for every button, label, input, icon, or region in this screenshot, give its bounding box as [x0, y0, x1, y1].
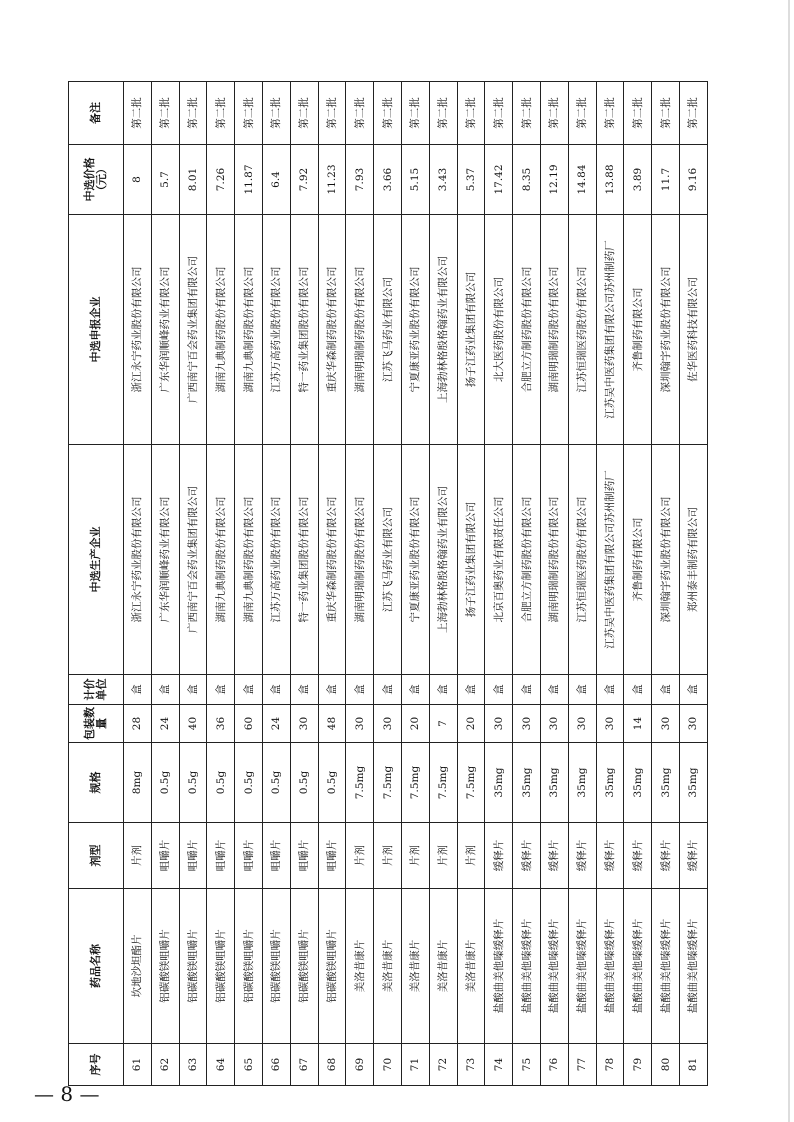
table-row — [401, 82, 429, 1086]
cell-form: 片剂 — [374, 823, 402, 889]
cell-pack: 60 — [235, 705, 263, 743]
cell-note: 第二批 — [568, 82, 596, 145]
cell-note: 第二批 — [429, 82, 457, 145]
cell-pack: 30 — [652, 705, 680, 743]
cell-pack: 30 — [513, 705, 541, 743]
cell-applicant: 湖南明瑞制药股份有限公司 — [540, 215, 568, 445]
cell-name: 盐酸曲美他嗪缓释片 — [624, 889, 652, 1044]
cell-pack: 7 — [429, 705, 457, 743]
cell-pack: 30 — [540, 705, 568, 743]
cell-form: 咀嚼片 — [207, 823, 235, 889]
cell-spec: 8mg — [124, 743, 152, 823]
cell-pack: 24 — [151, 705, 179, 743]
cell-seq: 71 — [401, 1044, 429, 1086]
cell-applicant: 扬子江药业集团有限公司 — [457, 215, 485, 445]
cell-applicant: 特一药业集团股份有限公司 — [290, 215, 318, 445]
table-row — [485, 82, 513, 1086]
scan-edge-line — [788, 0, 790, 1122]
cell-applicant: 佐华医药科技有限公司 — [679, 215, 707, 445]
cell-name: 美洛昔康片 — [429, 889, 457, 1044]
cell-name: 铝碳酸镁咀嚼片 — [318, 889, 346, 1044]
cell-producer: 深圳翰宇药业股份有限公司 — [652, 445, 680, 675]
cell-unit: 盒 — [262, 675, 290, 705]
cell-price: 5.7 — [151, 145, 179, 215]
cell-applicant: 湖南九典制药股份有限公司 — [207, 215, 235, 445]
table-row — [151, 82, 179, 1086]
cell-applicant: 齐鲁制药有限公司 — [624, 215, 652, 445]
cell-name: 美洛昔康片 — [346, 889, 374, 1044]
cell-price: 3.66 — [374, 145, 402, 215]
cell-producer: 特一药业集团股份有限公司 — [290, 445, 318, 675]
cell-unit: 盒 — [429, 675, 457, 705]
table-row — [374, 82, 402, 1086]
cell-name: 盐酸曲美他嗪缓释片 — [652, 889, 680, 1044]
cell-applicant: 浙江永宁药业股份有限公司 — [124, 215, 152, 445]
cell-note: 第二批 — [235, 82, 263, 145]
drug-selection-table — [68, 81, 708, 1086]
table-row — [235, 82, 263, 1086]
cell-note: 第二批 — [457, 82, 485, 145]
table-row — [207, 82, 235, 1086]
cell-seq: 76 — [540, 1044, 568, 1086]
table-row — [596, 82, 624, 1086]
cell-spec: 0.5g — [235, 743, 263, 823]
cell-note: 第二批 — [540, 82, 568, 145]
cell-form: 缓释片 — [624, 823, 652, 889]
cell-seq: 80 — [652, 1044, 680, 1086]
cell-price: 12.19 — [540, 145, 568, 215]
cell-spec: 0.5g — [179, 743, 207, 823]
cell-form: 缓释片 — [596, 823, 624, 889]
cell-price: 7.92 — [290, 145, 318, 215]
cell-name: 铝碳酸镁咀嚼片 — [290, 889, 318, 1044]
cell-unit: 盒 — [290, 675, 318, 705]
cell-seq: 75 — [513, 1044, 541, 1086]
cell-pack: 40 — [179, 705, 207, 743]
header-name: 药品名称 — [69, 889, 124, 1044]
cell-unit: 盒 — [318, 675, 346, 705]
cell-applicant: 北大医药股份有限公司 — [485, 215, 513, 445]
cell-name: 美洛昔康片 — [401, 889, 429, 1044]
cell-note: 第二批 — [124, 82, 152, 145]
cell-applicant: 江苏吴中医药集团有限公司苏州制药厂 — [596, 215, 624, 445]
cell-spec: 0.5g — [207, 743, 235, 823]
cell-spec: 0.5g — [290, 743, 318, 823]
cell-price: 7.93 — [346, 145, 374, 215]
cell-spec: 7.5mg — [374, 743, 402, 823]
cell-seq: 79 — [624, 1044, 652, 1086]
cell-producer: 广东华润顺峰药业有限公司 — [151, 445, 179, 675]
header-pack: 包装数量 — [69, 705, 124, 743]
cell-unit: 盒 — [124, 675, 152, 705]
cell-unit: 盒 — [374, 675, 402, 705]
cell-name: 铝碳酸镁咀嚼片 — [262, 889, 290, 1044]
cell-pack: 36 — [207, 705, 235, 743]
cell-unit: 盒 — [457, 675, 485, 705]
cell-note: 第二批 — [179, 82, 207, 145]
cell-spec: 35mg — [624, 743, 652, 823]
cell-note: 第二批 — [318, 82, 346, 145]
table-row — [540, 82, 568, 1086]
cell-price: 8 — [124, 145, 152, 215]
cell-note: 第二批 — [596, 82, 624, 145]
table-row — [652, 82, 680, 1086]
table-row — [262, 82, 290, 1086]
cell-spec: 35mg — [485, 743, 513, 823]
cell-spec: 7.5mg — [346, 743, 374, 823]
cell-name: 盐酸曲美他嗪缓释片 — [513, 889, 541, 1044]
cell-note: 第二批 — [652, 82, 680, 145]
cell-pack: 30 — [568, 705, 596, 743]
cell-unit: 盒 — [652, 675, 680, 705]
cell-form: 咀嚼片 — [318, 823, 346, 889]
cell-price: 17.42 — [485, 145, 513, 215]
cell-form: 咀嚼片 — [290, 823, 318, 889]
table-row — [290, 82, 318, 1086]
cell-producer: 齐鲁制药有限公司 — [624, 445, 652, 675]
cell-unit: 盒 — [207, 675, 235, 705]
cell-price: 3.43 — [429, 145, 457, 215]
cell-form: 片剂 — [457, 823, 485, 889]
cell-note: 第二批 — [485, 82, 513, 145]
cell-producer: 浙江永宁药业股份有限公司 — [124, 445, 152, 675]
cell-pack: 20 — [401, 705, 429, 743]
cell-producer: 郑州泰丰制药有限公司 — [679, 445, 707, 675]
cell-note: 第二批 — [401, 82, 429, 145]
cell-note: 第二批 — [374, 82, 402, 145]
cell-seq: 69 — [346, 1044, 374, 1086]
header-unit: 计价单位 — [69, 675, 124, 705]
cell-form: 缓释片 — [540, 823, 568, 889]
cell-pack: 30 — [485, 705, 513, 743]
cell-pack: 28 — [124, 705, 152, 743]
cell-producer: 江苏飞马药业有限公司 — [374, 445, 402, 675]
header-price: 中选价格（元） — [69, 145, 124, 215]
cell-seq: 66 — [262, 1044, 290, 1086]
cell-seq: 74 — [485, 1044, 513, 1086]
cell-form: 片剂 — [429, 823, 457, 889]
cell-applicant: 广西南宁百会药业集团有限公司 — [179, 215, 207, 445]
cell-unit: 盒 — [179, 675, 207, 705]
cell-spec: 35mg — [568, 743, 596, 823]
cell-name: 盐酸曲美他嗪缓释片 — [596, 889, 624, 1044]
cell-seq: 73 — [457, 1044, 485, 1086]
cell-price: 11.87 — [235, 145, 263, 215]
cell-price: 5.37 — [457, 145, 485, 215]
cell-unit: 盒 — [596, 675, 624, 705]
cell-producer: 北京百奥药业有限责任公司 — [485, 445, 513, 675]
cell-form: 片剂 — [124, 823, 152, 889]
cell-applicant: 宁夏康亚药业股份有限公司 — [401, 215, 429, 445]
cell-unit: 盒 — [679, 675, 707, 705]
cell-producer: 湖南九典制药股份有限公司 — [207, 445, 235, 675]
cell-seq: 63 — [179, 1044, 207, 1086]
cell-spec: 7.5mg — [401, 743, 429, 823]
cell-name: 铝碳酸镁咀嚼片 — [207, 889, 235, 1044]
table-row — [346, 82, 374, 1086]
cell-name: 盐酸曲美他嗪缓释片 — [540, 889, 568, 1044]
cell-producer: 广西南宁百会药业集团有限公司 — [179, 445, 207, 675]
cell-form: 咀嚼片 — [151, 823, 179, 889]
cell-producer: 江苏恒瑞医药股份有限公司 — [568, 445, 596, 675]
cell-form: 缓释片 — [568, 823, 596, 889]
cell-form: 片剂 — [401, 823, 429, 889]
cell-seq: 64 — [207, 1044, 235, 1086]
cell-applicant: 湖南明瑞制药股份有限公司 — [346, 215, 374, 445]
header-seq: 序号 — [69, 1044, 124, 1086]
cell-producer: 上海勃林格殷格翰药业有限公司 — [429, 445, 457, 675]
cell-note: 第二批 — [513, 82, 541, 145]
cell-form: 咀嚼片 — [262, 823, 290, 889]
table-row — [429, 82, 457, 1086]
cell-price: 14.84 — [568, 145, 596, 215]
cell-price: 9.16 — [679, 145, 707, 215]
cell-unit: 盒 — [346, 675, 374, 705]
cell-seq: 78 — [596, 1044, 624, 1086]
cell-unit: 盒 — [624, 675, 652, 705]
cell-price: 8.35 — [513, 145, 541, 215]
cell-spec: 0.5g — [262, 743, 290, 823]
cell-producer: 江苏吴中医药集团有限公司苏州制药厂 — [596, 445, 624, 675]
cell-name: 美洛昔康片 — [374, 889, 402, 1044]
cell-price: 6.4 — [262, 145, 290, 215]
cell-note: 第二批 — [679, 82, 707, 145]
cell-note: 第二批 — [262, 82, 290, 145]
cell-producer: 扬子江药业集团有限公司 — [457, 445, 485, 675]
cell-applicant: 重庆华森制药股份有限公司 — [318, 215, 346, 445]
table-row — [513, 82, 541, 1086]
cell-producer: 重庆华森制药股份有限公司 — [318, 445, 346, 675]
cell-applicant: 江苏飞马药业有限公司 — [374, 215, 402, 445]
cell-unit: 盒 — [485, 675, 513, 705]
cell-producer: 江苏万高药业股份有限公司 — [262, 445, 290, 675]
cell-form: 片剂 — [346, 823, 374, 889]
cell-spec: 35mg — [540, 743, 568, 823]
cell-price: 13.88 — [596, 145, 624, 215]
cell-note: 第二批 — [290, 82, 318, 145]
cell-seq: 65 — [235, 1044, 263, 1086]
cell-name: 盐酸曲美他嗪缓释片 — [568, 889, 596, 1044]
cell-seq: 68 — [318, 1044, 346, 1086]
cell-unit: 盒 — [151, 675, 179, 705]
cell-pack: 20 — [457, 705, 485, 743]
cell-price: 11.23 — [318, 145, 346, 215]
cell-seq: 81 — [679, 1044, 707, 1086]
cell-producer: 湖南明瑞制药股份有限公司 — [346, 445, 374, 675]
cell-pack: 30 — [346, 705, 374, 743]
table-row — [679, 82, 707, 1086]
table-row — [624, 82, 652, 1086]
cell-applicant: 合肥立方制药股份有限公司 — [513, 215, 541, 445]
cell-name: 铝碳酸镁咀嚼片 — [179, 889, 207, 1044]
cell-name: 铝碳酸镁咀嚼片 — [151, 889, 179, 1044]
cell-name: 铝碳酸镁咀嚼片 — [235, 889, 263, 1044]
cell-pack: 48 — [318, 705, 346, 743]
cell-pack: 30 — [679, 705, 707, 743]
cell-price: 5.15 — [401, 145, 429, 215]
cell-price: 7.26 — [207, 145, 235, 215]
table-row — [124, 82, 152, 1086]
header-note: 备注 — [69, 82, 124, 145]
cell-spec: 35mg — [513, 743, 541, 823]
cell-price: 8.01 — [179, 145, 207, 215]
table-header-row — [69, 82, 124, 1086]
cell-seq: 62 — [151, 1044, 179, 1086]
cell-spec: 35mg — [679, 743, 707, 823]
table-row — [457, 82, 485, 1086]
cell-spec: 7.5mg — [457, 743, 485, 823]
table-row — [179, 82, 207, 1086]
cell-form: 缓释片 — [679, 823, 707, 889]
cell-pack: 30 — [596, 705, 624, 743]
cell-seq: 70 — [374, 1044, 402, 1086]
cell-note: 第二批 — [151, 82, 179, 145]
cell-unit: 盒 — [513, 675, 541, 705]
cell-unit: 盒 — [401, 675, 429, 705]
table-row — [568, 82, 596, 1086]
cell-applicant: 湖南九典制药股份有限公司 — [235, 215, 263, 445]
cell-seq: 72 — [429, 1044, 457, 1086]
header-spec: 规格 — [69, 743, 124, 823]
cell-note: 第二批 — [207, 82, 235, 145]
cell-form: 咀嚼片 — [179, 823, 207, 889]
cell-applicant: 上海勃林格殷格翰药业有限公司 — [429, 215, 457, 445]
cell-spec: 0.5g — [318, 743, 346, 823]
cell-producer: 合肥立方制药股份有限公司 — [513, 445, 541, 675]
rotated-table-wrapper — [68, 82, 708, 1086]
cell-spec: 35mg — [652, 743, 680, 823]
cell-spec: 7.5mg — [429, 743, 457, 823]
header-applicant: 中选申报企业 — [69, 215, 124, 445]
cell-applicant: 广东华润顺峰药业有限公司 — [151, 215, 179, 445]
cell-producer: 湖南九典制药股份有限公司 — [235, 445, 263, 675]
cell-producer: 宁夏康亚药业股份有限公司 — [401, 445, 429, 675]
cell-note: 第二批 — [346, 82, 374, 145]
cell-applicant: 江苏恒瑞医药股份有限公司 — [568, 215, 596, 445]
cell-applicant: 江苏万高药业股份有限公司 — [262, 215, 290, 445]
cell-price: 11.7 — [652, 145, 680, 215]
cell-seq: 61 — [124, 1044, 152, 1086]
cell-name: 美洛昔康片 — [457, 889, 485, 1044]
cell-name: 盐酸曲美他嗪缓释片 — [485, 889, 513, 1044]
cell-seq: 77 — [568, 1044, 596, 1086]
cell-form: 咀嚼片 — [235, 823, 263, 889]
cell-price: 3.89 — [624, 145, 652, 215]
cell-unit: 盒 — [540, 675, 568, 705]
cell-unit: 盒 — [568, 675, 596, 705]
cell-unit: 盒 — [235, 675, 263, 705]
cell-form: 缓释片 — [513, 823, 541, 889]
cell-pack: 30 — [290, 705, 318, 743]
cell-pack: 14 — [624, 705, 652, 743]
cell-producer: 湖南明瑞制药股份有限公司 — [540, 445, 568, 675]
cell-pack: 30 — [374, 705, 402, 743]
page-number: — 8 — — [34, 1082, 100, 1106]
cell-seq: 67 — [290, 1044, 318, 1086]
cell-form: 缓释片 — [652, 823, 680, 889]
table-row — [318, 82, 346, 1086]
cell-applicant: 深圳翰宇药业股份有限公司 — [652, 215, 680, 445]
cell-name: 坎地沙坦酯片 — [124, 889, 152, 1044]
cell-form: 缓释片 — [485, 823, 513, 889]
cell-spec: 35mg — [596, 743, 624, 823]
cell-note: 第二批 — [624, 82, 652, 145]
cell-pack: 24 — [262, 705, 290, 743]
header-form: 剂型 — [69, 823, 124, 889]
cell-name: 盐酸曲美他嗪缓释片 — [679, 889, 707, 1044]
header-producer: 中选生产企业 — [69, 445, 124, 675]
cell-spec: 0.5g — [151, 743, 179, 823]
